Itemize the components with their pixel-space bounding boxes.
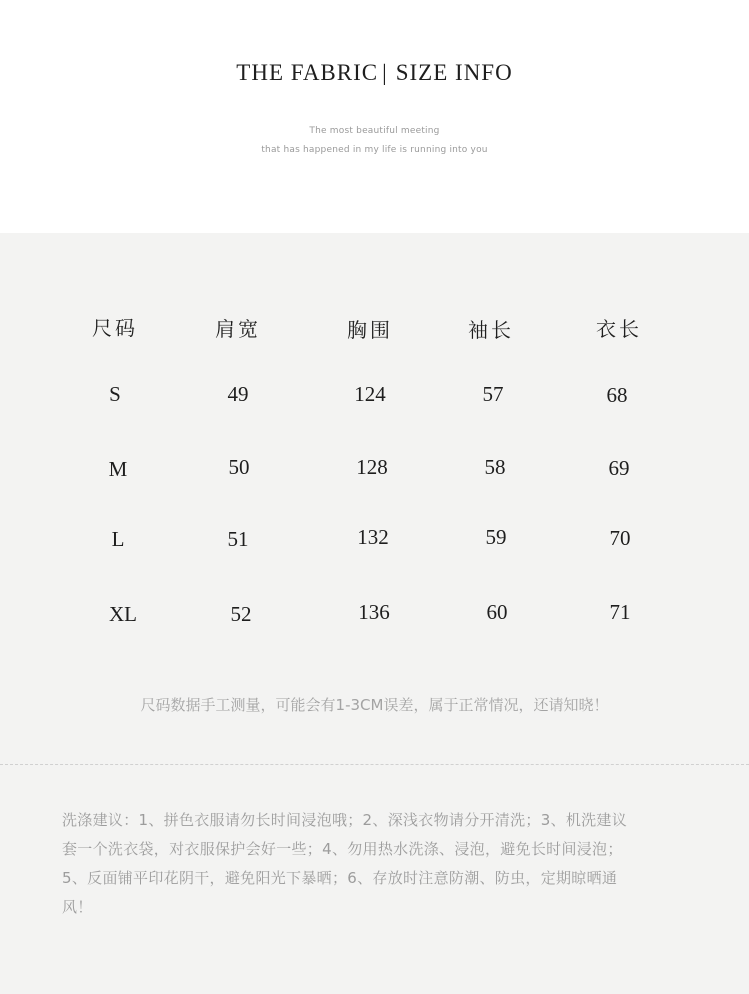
table-cell-chest: 124 <box>354 382 386 406</box>
table-cell-shoulder: 51 <box>227 527 249 551</box>
subtitle-line-1: The most beautiful meeting <box>309 126 440 136</box>
table-cell-size: S <box>109 382 121 406</box>
table-cell-chest: 128 <box>356 455 388 479</box>
care-line-2: 套一个洗衣袋，对衣服保护会好一些；4、勿用热水洗涤、浸泡，避免长时间浸泡； <box>62 840 623 858</box>
table-cell-size: XL <box>109 602 137 626</box>
title-size-info: SIZE INFO <box>395 60 513 85</box>
care-instructions <box>62 806 692 922</box>
table-cell-sleeve: 58 <box>484 455 506 479</box>
column-header-length: 衣长 <box>596 317 642 341</box>
care-line-4: 风！ <box>62 898 93 916</box>
measurement-note: 尺码数据手工测量，可能会有1-3CM误差，属于正常情况，还请知晓！ <box>140 696 609 714</box>
title-separator: | <box>382 60 388 85</box>
table-cell-length: 71 <box>609 600 631 624</box>
column-header-shoulder: 肩宽 <box>215 317 261 341</box>
care-line-3: 5、反面铺平印花阴干，避免阳光下暴晒；6、存放时注意防潮、防虫，定期晾晒通 <box>62 869 618 887</box>
column-header-size: 尺码 <box>92 316 138 340</box>
care-line-1: 洗涤建议：1、拼色衣服请勿长时间浸泡哦；2、深浅衣物请分开清洗；3、机洗建议 <box>62 811 628 829</box>
table-cell-length: 68 <box>606 383 628 407</box>
table-cell-chest: 132 <box>357 525 389 549</box>
table-cell-size: M <box>108 457 128 481</box>
table-cell-sleeve: 60 <box>486 600 508 624</box>
table-cell-shoulder: 49 <box>227 382 249 406</box>
table-cell-shoulder: 52 <box>230 602 252 626</box>
subtitle-line-2: that has happened in my life is running into you <box>261 145 488 155</box>
table-cell-size: L <box>111 527 125 551</box>
table-cell-sleeve: 59 <box>485 525 507 549</box>
table-cell-length: 69 <box>608 456 630 480</box>
table-cell-shoulder: 50 <box>228 455 250 479</box>
table-cell-sleeve: 57 <box>482 382 504 406</box>
column-header-chest: 胸围 <box>347 318 393 342</box>
column-header-sleeve: 袖长 <box>468 318 514 342</box>
page-title <box>0 60 749 86</box>
dashed-divider <box>0 764 749 765</box>
table-cell-length: 70 <box>609 526 631 550</box>
header-section <box>0 0 749 233</box>
title-fabric: THE FABRIC <box>236 60 379 85</box>
table-cell-chest: 136 <box>358 600 390 624</box>
